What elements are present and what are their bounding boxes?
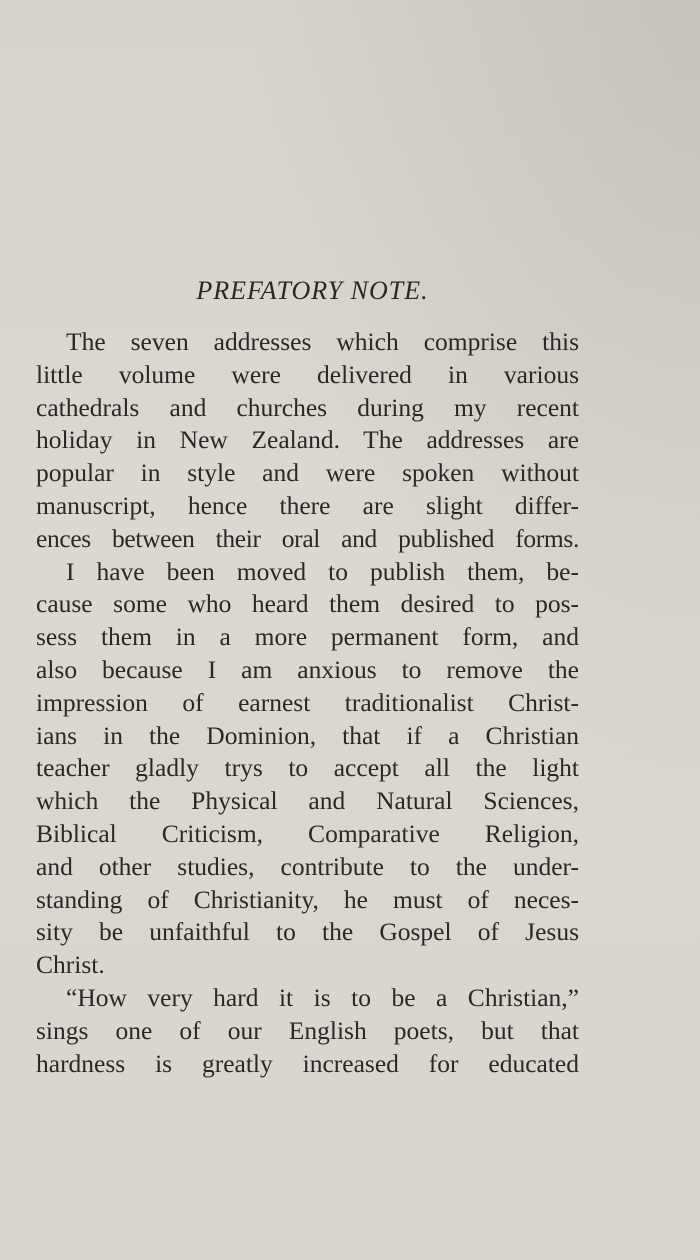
text-line: teacher gladly trys to accept all the light	[36, 753, 579, 783]
text-line: also because I am anxious to remove the	[36, 654, 579, 684]
text-line: sings one of our English poets, but that	[36, 1015, 579, 1045]
paragraph-3	[36, 982, 579, 1080]
text-line: impression of earnest traditionalist Christ-	[36, 687, 579, 717]
text-line: “How very hard it is to be a Christian,”	[66, 982, 579, 1012]
paragraph-1	[36, 326, 579, 556]
text-line: cause some who heard them desired to pos-	[36, 589, 579, 619]
text-line: ians in the Dominion, that if a Christian	[36, 720, 579, 750]
text-line: which the Physical and Natural Sciences,	[36, 786, 579, 816]
paragraph-2	[36, 556, 579, 982]
text-line: The seven addresses which comprise this	[66, 327, 579, 356]
text-line: popular in style and were spoken without	[36, 458, 579, 488]
page-text-block	[36, 276, 579, 1080]
text-line: ences between their oral and published forms.	[36, 523, 579, 553]
text-line: standing of Christianity, he must of neces-	[36, 884, 579, 914]
text-line: I have been moved to publish them, be-	[66, 556, 579, 586]
text-line: cathedrals and churches during my recent	[36, 392, 579, 422]
text-line: holiday in New Zealand. The addresses are	[36, 425, 579, 455]
text-line: sess them in a more permanent form, and	[36, 622, 579, 652]
text-line: and other studies, contribute to the under-	[36, 851, 579, 881]
page-title: PREFATORY NOTE.	[196, 276, 429, 305]
text-line: hardness is greatly increased for educated	[36, 1048, 579, 1078]
text-line: Christ.	[36, 950, 105, 980]
text-line: sity be unfaithful to the Gospel of Jesus	[36, 917, 579, 947]
text-line: Biblical Criticism, Comparative Religion,	[36, 818, 579, 848]
text-line: little volume were delivered in various	[36, 359, 579, 389]
text-line: manuscript, hence there are slight differ-	[36, 490, 579, 520]
